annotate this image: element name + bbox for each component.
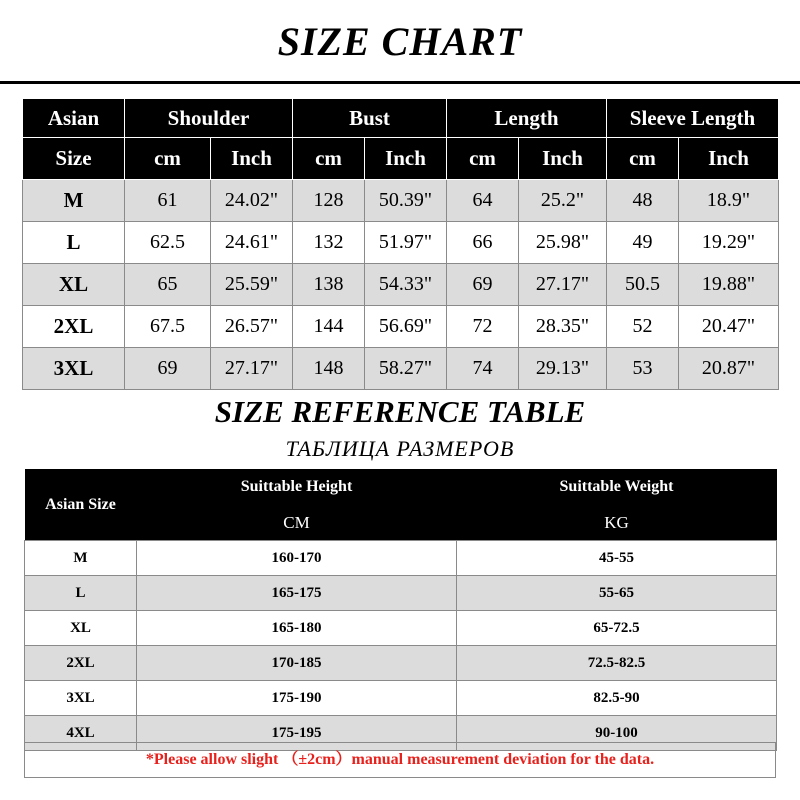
table-row bbox=[25, 646, 777, 681]
table-cell: 66 bbox=[447, 222, 519, 264]
table-row bbox=[23, 306, 779, 348]
table-cell: 25.98" bbox=[519, 222, 607, 264]
group-header-length: Length bbox=[447, 99, 607, 138]
table-cell: 53 bbox=[607, 348, 679, 390]
table-row bbox=[23, 264, 779, 306]
size-cell: 2XL bbox=[25, 646, 137, 681]
unit-header: Inch bbox=[679, 138, 779, 180]
height-cell: 165-180 bbox=[137, 611, 457, 646]
table-cell: 24.61" bbox=[211, 222, 293, 264]
table-cell: 25.2" bbox=[519, 180, 607, 222]
table-cell: 62.5 bbox=[125, 222, 211, 264]
unit-header: cm bbox=[447, 138, 519, 180]
unit-header: Inch bbox=[211, 138, 293, 180]
table-cell: 19.29" bbox=[679, 222, 779, 264]
table-cell: 69 bbox=[447, 264, 519, 306]
table-row bbox=[23, 222, 779, 264]
table-cell: 27.17" bbox=[211, 348, 293, 390]
table-cell: 25.59" bbox=[211, 264, 293, 306]
table-cell: 61 bbox=[125, 180, 211, 222]
size-cell: 3XL bbox=[25, 681, 137, 716]
table-cell: 56.69" bbox=[365, 306, 447, 348]
table-row bbox=[25, 681, 777, 716]
table-cell: 72 bbox=[447, 306, 519, 348]
table-row bbox=[25, 541, 777, 576]
table-cell: 74 bbox=[447, 348, 519, 390]
unit-header: cm bbox=[607, 138, 679, 180]
height-header: Suittable Height bbox=[137, 469, 457, 505]
size-reference-table bbox=[24, 469, 777, 751]
height-unit: CM bbox=[137, 505, 457, 541]
table-cell: 148 bbox=[293, 348, 365, 390]
size-chart-title: SIZE CHART bbox=[277, 19, 523, 64]
table-row bbox=[23, 348, 779, 390]
table-cell: 27.17" bbox=[519, 264, 607, 306]
table-cell: 132 bbox=[293, 222, 365, 264]
size-cell: M bbox=[23, 180, 125, 222]
weight-cell: 72.5-82.5 bbox=[457, 646, 777, 681]
table-cell: 24.02" bbox=[211, 180, 293, 222]
size-chart-unit-row bbox=[23, 138, 779, 180]
unit-header: cm bbox=[125, 138, 211, 180]
table-row bbox=[25, 611, 777, 646]
unit-header: Inch bbox=[519, 138, 607, 180]
weight-cell: 90-100 bbox=[457, 716, 777, 751]
height-cell: 170-185 bbox=[137, 646, 457, 681]
table-row bbox=[23, 180, 779, 222]
table-cell: 69 bbox=[125, 348, 211, 390]
table-row bbox=[25, 576, 777, 611]
weight-cell: 82.5-90 bbox=[457, 681, 777, 716]
size-cell: L bbox=[25, 576, 137, 611]
table-cell: 49 bbox=[607, 222, 679, 264]
size-cell: XL bbox=[25, 611, 137, 646]
weight-cell: 65-72.5 bbox=[457, 611, 777, 646]
table-cell: 67.5 bbox=[125, 306, 211, 348]
group-header-bust: Bust bbox=[293, 99, 447, 138]
height-cell: 175-195 bbox=[137, 716, 457, 751]
reference-header-row bbox=[25, 469, 777, 505]
table-cell: 50.5 bbox=[607, 264, 679, 306]
table-cell: 54.33" bbox=[365, 264, 447, 306]
size-cell: L bbox=[23, 222, 125, 264]
height-cell: 165-175 bbox=[137, 576, 457, 611]
table-cell: 29.13" bbox=[519, 348, 607, 390]
height-cell: 175-190 bbox=[137, 681, 457, 716]
group-header-sleeve-length: Sleeve Length bbox=[607, 99, 779, 138]
table-cell: 19.88" bbox=[679, 264, 779, 306]
weight-cell: 55-65 bbox=[457, 576, 777, 611]
group-header-shoulder: Shoulder bbox=[125, 99, 293, 138]
table-cell: 50.39" bbox=[365, 180, 447, 222]
weight-cell: 45-55 bbox=[457, 541, 777, 576]
table-cell: 65 bbox=[125, 264, 211, 306]
weight-unit: KG bbox=[457, 505, 777, 541]
unit-header: Inch bbox=[365, 138, 447, 180]
table-cell: 18.9" bbox=[679, 180, 779, 222]
size-cell: XL bbox=[23, 264, 125, 306]
size-cell: 2XL bbox=[23, 306, 125, 348]
table-cell: 64 bbox=[447, 180, 519, 222]
table-cell: 144 bbox=[293, 306, 365, 348]
table-cell: 48 bbox=[607, 180, 679, 222]
size-col-header-line2: Size bbox=[23, 138, 125, 180]
unit-header: cm bbox=[293, 138, 365, 180]
table-cell: 20.47" bbox=[679, 306, 779, 348]
reference-unit-row bbox=[25, 505, 777, 541]
table-cell: 52 bbox=[607, 306, 679, 348]
size-col-header-line1: Asian bbox=[23, 99, 125, 138]
asian-size-header: Asian Size bbox=[25, 469, 137, 541]
table-cell: 20.87" bbox=[679, 348, 779, 390]
reference-table-title: SIZE REFERENCE TABLE bbox=[214, 394, 586, 429]
table-cell: 58.27" bbox=[365, 348, 447, 390]
size-chart-table bbox=[22, 98, 779, 390]
table-cell: 51.97" bbox=[365, 222, 447, 264]
height-cell: 160-170 bbox=[137, 541, 457, 576]
title-divider bbox=[0, 81, 800, 84]
reference-table-title-ru: ТАБЛИЦА РАЗМЕРОВ bbox=[285, 436, 515, 461]
size-cell: 3XL bbox=[23, 348, 125, 390]
weight-header: Suittable Weight bbox=[457, 469, 777, 505]
table-cell: 26.57" bbox=[211, 306, 293, 348]
size-cell: M bbox=[25, 541, 137, 576]
measurement-note: *Please allow slight （±2cm）manual measurement deviation for the data. bbox=[24, 742, 776, 778]
table-cell: 28.35" bbox=[519, 306, 607, 348]
table-cell: 138 bbox=[293, 264, 365, 306]
size-cell: 4XL bbox=[25, 716, 137, 751]
size-chart-header-row bbox=[23, 99, 779, 138]
table-cell: 128 bbox=[293, 180, 365, 222]
